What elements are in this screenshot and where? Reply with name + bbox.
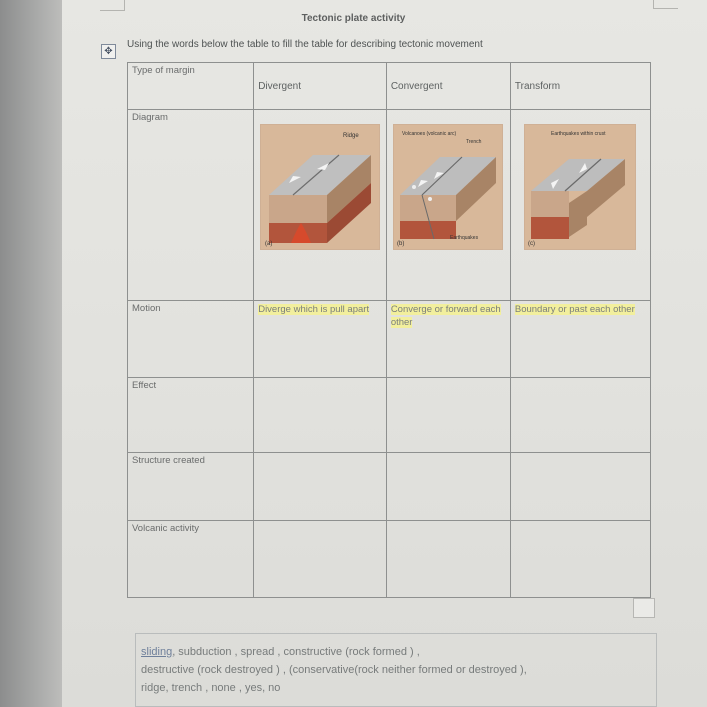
move-cross-icon[interactable]: ✥ <box>101 44 116 59</box>
word-bank-first-word: sliding <box>141 646 173 658</box>
header-convergent-cell[interactable] <box>386 63 510 110</box>
row-label-structure: Structure created <box>132 455 205 466</box>
instruction-text: Using the words below the table to fill the table for describing tectonic movement <box>127 39 483 50</box>
convergent-diagram-image <box>393 124 503 250</box>
divergent-diagram-image <box>260 124 380 250</box>
structure-cell-divergent[interactable] <box>254 453 387 521</box>
structure-cell-transform[interactable] <box>510 453 650 521</box>
motion-cell-divergent[interactable] <box>254 301 387 378</box>
diagram-cell-transform[interactable] <box>510 110 650 301</box>
word-bank-line-1-rest: , subduction , spread , constructive (rock formed ) , <box>172 646 420 658</box>
row-label-cell[interactable] <box>128 453 254 521</box>
header-label-cell[interactable] <box>128 63 254 110</box>
header-divergent: Divergent <box>258 81 302 92</box>
row-label-effect: Effect <box>132 380 157 391</box>
motion-convergent-text: Converge or forward each other <box>390 304 501 328</box>
effect-cell-divergent[interactable] <box>254 378 387 453</box>
volcanic-cell-transform[interactable] <box>510 521 650 598</box>
table-row-motion <box>128 301 651 378</box>
header-divergent-cell[interactable] <box>254 63 387 110</box>
word-bank-box[interactable] <box>135 633 657 707</box>
diagram-label-ridge: Ridge <box>343 133 359 139</box>
row-label-diagram: Diagram <box>132 112 168 123</box>
diagram-label-earthquakes-crust: Earthquakes within crust <box>551 131 606 137</box>
row-label-cell[interactable] <box>128 378 254 453</box>
motion-divergent-text: Diverge which is pull apart <box>258 304 370 315</box>
header-convergent: Convergent <box>390 81 443 92</box>
row-label-cell[interactable] <box>128 521 254 598</box>
header-transform: Transform <box>514 81 561 92</box>
document-title: Tectonic plate activity <box>301 13 406 24</box>
structure-cell-convergent[interactable] <box>386 453 510 521</box>
diagram-label-earthquakes: Earthquakes <box>450 235 479 241</box>
row-label-cell[interactable] <box>128 301 254 378</box>
effect-cell-convergent[interactable] <box>386 378 510 453</box>
motion-transform-text: Boundary or past each other <box>514 304 635 315</box>
page-corner-mark-right <box>653 0 678 9</box>
tectonic-table <box>127 62 651 598</box>
table-resize-handle[interactable] <box>633 598 655 618</box>
table-header-row <box>128 63 651 110</box>
row-label-cell[interactable] <box>128 110 254 301</box>
volcanic-cell-convergent[interactable] <box>386 521 510 598</box>
volcanic-cell-divergent[interactable] <box>254 521 387 598</box>
diagram-label-volcanoes: Volcanoes (volcanic arc) <box>402 131 457 137</box>
header-label: Type of margin <box>132 65 195 76</box>
word-bank-line-3: ridge, trench , none , yes, no <box>141 682 281 694</box>
header-transform-cell[interactable] <box>510 63 650 110</box>
row-label-motion: Motion <box>132 303 161 314</box>
transform-diagram-image <box>524 124 636 250</box>
motion-cell-convergent[interactable] <box>386 301 510 378</box>
effect-cell-transform[interactable] <box>510 378 650 453</box>
diagram-cell-divergent[interactable] <box>254 110 387 301</box>
motion-cell-transform[interactable] <box>510 301 650 378</box>
row-label-volcanic: Volcanic activity <box>132 523 200 534</box>
word-bank-line-1 <box>141 643 656 661</box>
table-row-structure <box>128 453 651 521</box>
diagram-corner-c: (c) <box>528 241 536 247</box>
table-row-volcanic <box>128 521 651 598</box>
diagram-corner-b: (b) <box>397 241 405 247</box>
page-corner-mark-left <box>100 0 125 11</box>
diagram-label-trench: Trench <box>466 139 482 145</box>
table-row-diagram <box>128 110 651 301</box>
table-row-effect <box>128 378 651 453</box>
diagram-cell-convergent[interactable] <box>386 110 510 301</box>
diagram-corner-a: (a) <box>265 241 273 247</box>
window-left-edge <box>0 0 62 707</box>
word-bank-line-2: destructive (rock destroyed ) , (conservative(rock neither formed or destroyed ), <box>141 664 527 676</box>
